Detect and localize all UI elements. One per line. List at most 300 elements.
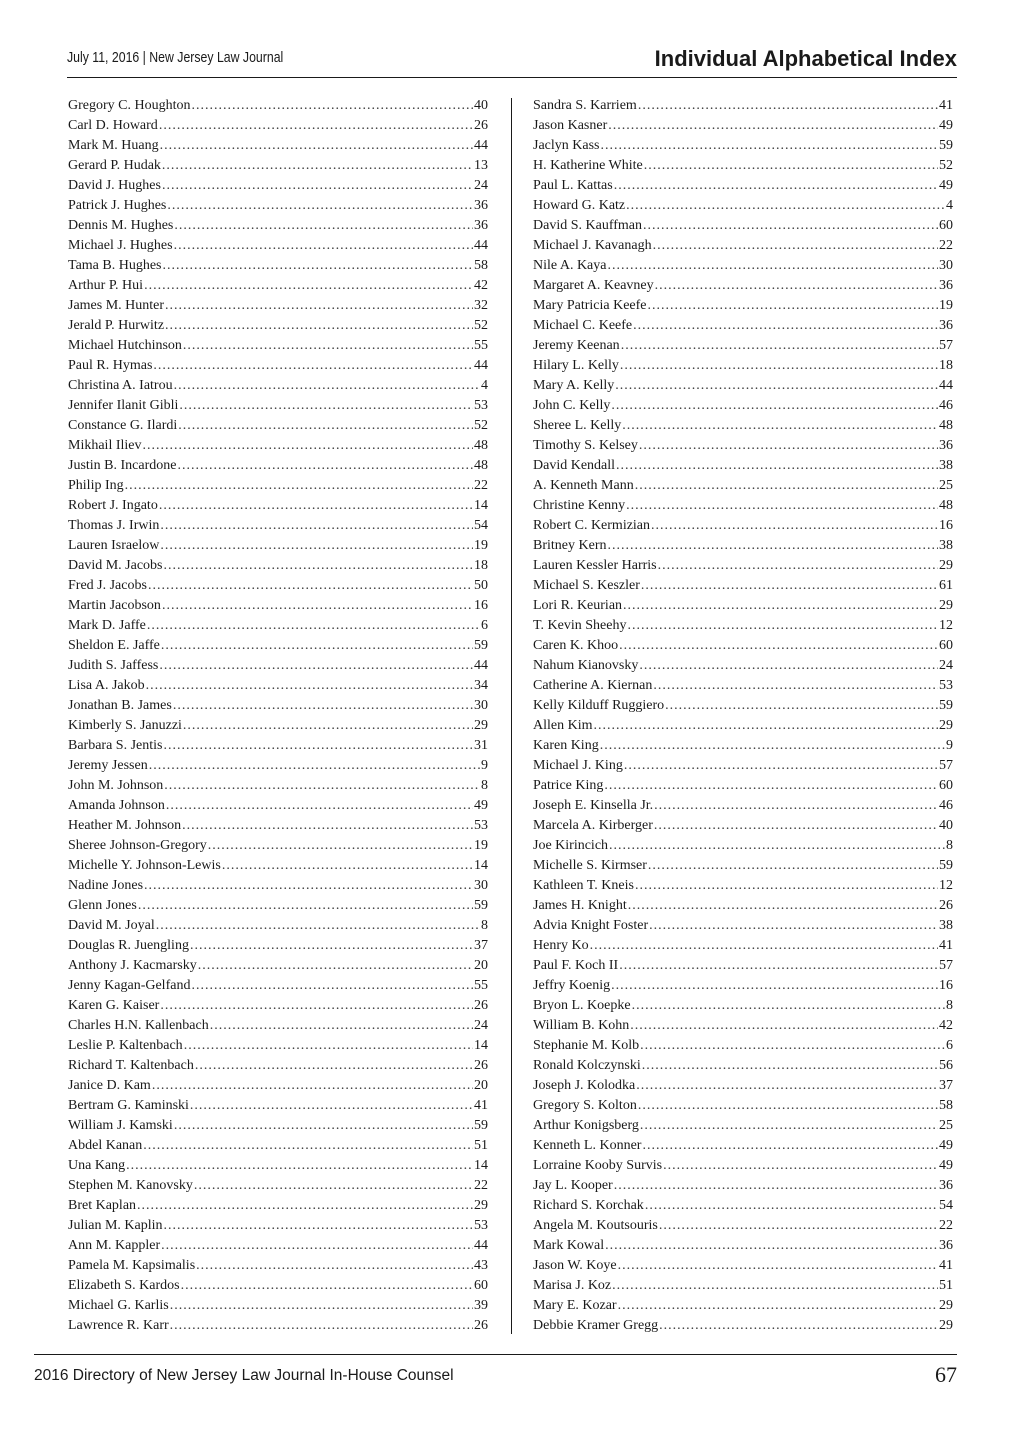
entry-page-number: 38 bbox=[939, 458, 953, 473]
dot-leader bbox=[152, 1076, 473, 1096]
entry-name: Bret Kaplan bbox=[68, 1198, 137, 1213]
index-entry bbox=[533, 996, 953, 1016]
dot-leader bbox=[162, 596, 473, 616]
entry-name: Michael G. Karlis bbox=[68, 1298, 169, 1313]
dot-leader bbox=[620, 356, 938, 376]
entry-page-number: 16 bbox=[939, 518, 953, 533]
dot-leader bbox=[639, 656, 938, 676]
dot-leader bbox=[208, 836, 473, 856]
index-entry bbox=[68, 616, 488, 636]
entry-name: Lawrence R. Karr bbox=[68, 1318, 169, 1333]
entry-page-number: 36 bbox=[939, 1238, 953, 1253]
dot-leader bbox=[638, 96, 938, 116]
entry-page-number: 48 bbox=[474, 458, 488, 473]
index-entry bbox=[533, 576, 953, 596]
entry-page-number: 49 bbox=[939, 1138, 953, 1153]
entry-page-number: 8 bbox=[481, 918, 488, 933]
dot-leader bbox=[164, 776, 480, 796]
entry-name: Jaclyn Kass bbox=[533, 138, 600, 153]
entry-page-number: 22 bbox=[474, 478, 488, 493]
index-entry bbox=[533, 976, 953, 996]
dot-leader bbox=[160, 136, 473, 156]
index-entry bbox=[68, 116, 488, 136]
index-entry bbox=[68, 156, 488, 176]
entry-name: Paul F. Koch II bbox=[533, 958, 619, 973]
entry-page-number: 26 bbox=[474, 118, 488, 133]
column-divider bbox=[511, 98, 512, 1334]
entry-page-number: 43 bbox=[474, 1258, 488, 1273]
index-entry bbox=[68, 236, 488, 256]
entry-name: Sheldon E. Jaffe bbox=[68, 638, 160, 653]
entry-page-number: 31 bbox=[474, 738, 488, 753]
entry-name: Sheree L. Kelly bbox=[533, 418, 622, 433]
index-entry bbox=[68, 1236, 488, 1256]
entry-page-number: 36 bbox=[474, 198, 488, 213]
entry-name: Gregory C. Houghton bbox=[68, 98, 191, 113]
entry-name: Amanda Johnson bbox=[68, 798, 165, 813]
dot-leader bbox=[165, 296, 473, 316]
entry-name: Thomas J. Irwin bbox=[68, 518, 160, 533]
dot-leader bbox=[658, 556, 938, 576]
entry-name: Gregory S. Kolton bbox=[533, 1098, 637, 1113]
entry-page-number: 36 bbox=[939, 278, 953, 293]
entry-page-number: 52 bbox=[474, 418, 488, 433]
entry-page-number: 8 bbox=[946, 838, 953, 853]
entry-name: Christine Kenny bbox=[533, 498, 626, 513]
dot-leader bbox=[642, 1136, 938, 1156]
entry-page-number: 36 bbox=[474, 218, 488, 233]
index-entry bbox=[68, 816, 488, 836]
entry-page-number: 36 bbox=[939, 1178, 953, 1193]
entry-name: Stephen M. Kanovsky bbox=[68, 1178, 193, 1193]
dot-leader bbox=[590, 936, 938, 956]
entry-page-number: 60 bbox=[474, 1278, 488, 1293]
index-entry bbox=[68, 636, 488, 656]
index-entry bbox=[533, 436, 953, 456]
entry-name: Mark M. Huang bbox=[68, 138, 159, 153]
index-entry bbox=[68, 1176, 488, 1196]
index-entry bbox=[533, 476, 953, 496]
index-entry bbox=[533, 936, 953, 956]
dot-leader bbox=[192, 96, 474, 116]
page-number: 67 bbox=[935, 1362, 957, 1387]
entry-name: John M. Johnson bbox=[68, 778, 164, 793]
entry-name: Lisa A. Jakob bbox=[68, 678, 145, 693]
entry-page-number: 4 bbox=[481, 378, 488, 393]
index-entry bbox=[68, 896, 488, 916]
dot-leader bbox=[665, 696, 938, 716]
index-entry bbox=[533, 1196, 953, 1216]
entry-page-number: 59 bbox=[474, 638, 488, 653]
entry-name: David J. Hughes bbox=[68, 178, 161, 193]
entry-name: Joe Kirincich bbox=[533, 838, 609, 853]
entry-name: James M. Hunter bbox=[68, 298, 165, 313]
index-column-left bbox=[68, 96, 488, 1336]
entry-page-number: 40 bbox=[474, 98, 488, 113]
index-entry bbox=[68, 416, 488, 436]
index-entry bbox=[533, 1036, 953, 1056]
entry-page-number: 25 bbox=[939, 478, 953, 493]
entry-name: Arthur P. Hui bbox=[68, 278, 144, 293]
entry-name: Lauren Kessler Harris bbox=[533, 558, 657, 573]
dot-leader bbox=[174, 236, 473, 256]
index-entry bbox=[68, 736, 488, 756]
entry-page-number: 46 bbox=[939, 398, 953, 413]
dot-leader bbox=[659, 1216, 938, 1236]
index-entry bbox=[68, 1256, 488, 1276]
entry-name: Joseph J. Kolodka bbox=[533, 1078, 636, 1093]
entry-page-number: 52 bbox=[474, 318, 488, 333]
entry-page-number: 20 bbox=[474, 958, 488, 973]
index-entry bbox=[68, 1196, 488, 1216]
entry-page-number: 9 bbox=[481, 758, 488, 773]
index-entry bbox=[533, 516, 953, 536]
index-entry bbox=[68, 516, 488, 536]
entry-page-number: 12 bbox=[939, 878, 953, 893]
entry-name: Heather M. Johnson bbox=[68, 818, 182, 833]
entry-page-number: 59 bbox=[939, 698, 953, 713]
index-entry bbox=[533, 416, 953, 436]
entry-page-number: 36 bbox=[939, 438, 953, 453]
index-entry bbox=[68, 556, 488, 576]
entry-page-number: 29 bbox=[939, 1298, 953, 1313]
index-entry bbox=[533, 496, 953, 516]
index-entry bbox=[68, 1156, 488, 1176]
dot-leader bbox=[642, 1056, 938, 1076]
entry-page-number: 51 bbox=[939, 1278, 953, 1293]
entry-name: Tama B. Hughes bbox=[68, 258, 162, 273]
index-entry bbox=[533, 396, 953, 416]
dot-leader bbox=[594, 716, 939, 736]
entry-name: Henry Ko bbox=[533, 938, 589, 953]
dot-leader bbox=[659, 1316, 938, 1336]
dot-leader bbox=[654, 796, 938, 816]
entry-page-number: 53 bbox=[474, 818, 488, 833]
entry-page-number: 14 bbox=[474, 498, 488, 513]
dot-leader bbox=[612, 1276, 938, 1296]
entry-name: Margaret A. Keavney bbox=[533, 278, 654, 293]
entry-name: Michael J. Hughes bbox=[68, 238, 173, 253]
entry-page-number: 20 bbox=[474, 1078, 488, 1093]
index-entry bbox=[533, 756, 953, 776]
entry-page-number: 12 bbox=[939, 618, 953, 633]
index-entry bbox=[68, 456, 488, 476]
index-entry bbox=[68, 856, 488, 876]
entry-page-number: 49 bbox=[939, 1158, 953, 1173]
entry-page-number: 39 bbox=[474, 1298, 488, 1313]
dot-leader bbox=[654, 816, 938, 836]
entry-page-number: 37 bbox=[939, 1078, 953, 1093]
entry-name: Patrick J. Hughes bbox=[68, 198, 167, 213]
dot-leader bbox=[653, 236, 938, 256]
index-entry bbox=[533, 1276, 953, 1296]
index-entry bbox=[533, 1236, 953, 1256]
entry-name: Christina A. Iatrou bbox=[68, 378, 173, 393]
index-entry bbox=[68, 956, 488, 976]
index-entry bbox=[533, 1256, 953, 1276]
dot-leader bbox=[600, 736, 945, 756]
dot-leader bbox=[196, 1256, 473, 1276]
dot-leader bbox=[635, 876, 938, 896]
index-entry bbox=[533, 96, 953, 116]
index-entry bbox=[533, 1016, 953, 1036]
index-entry bbox=[533, 276, 953, 296]
dot-leader bbox=[166, 796, 473, 816]
entry-name: Mark Kowal bbox=[533, 1238, 605, 1253]
index-entry bbox=[68, 1096, 488, 1116]
entry-page-number: 59 bbox=[474, 1118, 488, 1133]
index-entry bbox=[68, 1016, 488, 1036]
index-entry bbox=[533, 116, 953, 136]
index-entry bbox=[533, 1056, 953, 1076]
entry-name: Barbara S. Jentis bbox=[68, 738, 163, 753]
entry-name: Ronald Kolczynski bbox=[533, 1058, 641, 1073]
index-entry bbox=[533, 716, 953, 736]
entry-page-number: 18 bbox=[474, 558, 488, 573]
entry-name: Jason W. Koye bbox=[533, 1258, 617, 1273]
entry-name: William J. Kamski bbox=[68, 1118, 173, 1133]
footer-divider bbox=[34, 1354, 957, 1355]
dot-leader bbox=[164, 556, 474, 576]
entry-page-number: 29 bbox=[474, 1198, 488, 1213]
dot-leader bbox=[177, 456, 473, 476]
entry-name: Janice D. Kam bbox=[68, 1078, 151, 1093]
entry-page-number: 4 bbox=[946, 198, 953, 213]
entry-page-number: 61 bbox=[939, 578, 953, 593]
entry-page-number: 44 bbox=[939, 378, 953, 393]
dot-leader bbox=[630, 1016, 938, 1036]
entry-name: Debbie Kramer Gregg bbox=[533, 1318, 659, 1333]
entry-name: Paul L. Kattas bbox=[533, 178, 613, 193]
dot-leader bbox=[633, 316, 938, 336]
dot-leader bbox=[156, 916, 480, 936]
index-entry bbox=[68, 696, 488, 716]
dot-leader bbox=[179, 396, 473, 416]
entry-page-number: 49 bbox=[939, 118, 953, 133]
index-entry bbox=[68, 1036, 488, 1056]
entry-name: Robert C. Kermizian bbox=[533, 518, 651, 533]
entry-name: Nahum Kianovsky bbox=[533, 658, 639, 673]
dot-leader bbox=[125, 476, 473, 496]
entry-name: Mikhail Iliev bbox=[68, 438, 142, 453]
dot-leader bbox=[622, 416, 938, 436]
dot-leader bbox=[144, 876, 473, 896]
dot-leader bbox=[159, 116, 473, 136]
entry-name: Kenneth L. Konner bbox=[533, 1138, 642, 1153]
entry-name: Paul R. Hymas bbox=[68, 358, 153, 373]
index-entry bbox=[533, 1176, 953, 1196]
entry-page-number: 22 bbox=[474, 1178, 488, 1193]
entry-name: Marcela A. Kirberger bbox=[533, 818, 653, 833]
index-entry bbox=[533, 776, 953, 796]
entry-page-number: 60 bbox=[939, 778, 953, 793]
entry-page-number: 58 bbox=[939, 1098, 953, 1113]
index-entry bbox=[68, 1316, 488, 1336]
entry-name: Caren K. Khoo bbox=[533, 638, 619, 653]
index-entry bbox=[68, 1076, 488, 1096]
entry-name: Sheree Johnson-Gregory bbox=[68, 838, 207, 853]
entry-name: Elizabeth S. Kardos bbox=[68, 1278, 180, 1293]
dot-leader bbox=[194, 1176, 473, 1196]
index-entry bbox=[533, 836, 953, 856]
entry-name: Arthur Konigsberg bbox=[533, 1118, 639, 1133]
dot-leader bbox=[636, 1076, 938, 1096]
dot-leader bbox=[653, 676, 938, 696]
dot-leader bbox=[160, 996, 473, 1016]
entry-page-number: 44 bbox=[474, 238, 488, 253]
entry-page-number: 60 bbox=[939, 638, 953, 653]
entry-name: James H. Knight bbox=[533, 898, 627, 913]
footer-title: 2016 Directory of New Jersey Law Journal In-House Counsel bbox=[34, 1367, 454, 1384]
entry-name: Pamela M. Kapsimalis bbox=[68, 1258, 196, 1273]
index-entry bbox=[533, 256, 953, 276]
index-entry bbox=[68, 1276, 488, 1296]
index-entry bbox=[533, 536, 953, 556]
entry-page-number: 26 bbox=[474, 1058, 488, 1073]
dot-leader bbox=[619, 636, 938, 656]
entry-name: A. Kenneth Mann bbox=[533, 478, 634, 493]
index-entry bbox=[533, 656, 953, 676]
entry-name: Kimberly S. Januzzi bbox=[68, 718, 182, 733]
index-entry bbox=[68, 536, 488, 556]
entry-name: Anthony J. Kacmarsky bbox=[68, 958, 197, 973]
entry-page-number: 26 bbox=[474, 998, 488, 1013]
index-entry bbox=[533, 876, 953, 896]
entry-page-number: 59 bbox=[939, 858, 953, 873]
entry-name: David S. Kauffman bbox=[533, 218, 642, 233]
dot-leader bbox=[174, 376, 480, 396]
entry-page-number: 59 bbox=[939, 138, 953, 153]
entry-name: Julian M. Kaplin bbox=[68, 1218, 163, 1233]
entry-name: Richard S. Korchak bbox=[533, 1198, 644, 1213]
entry-name: Angela M. Koutsouris bbox=[533, 1218, 658, 1233]
dot-leader bbox=[623, 596, 938, 616]
dot-leader bbox=[641, 576, 938, 596]
index-entry bbox=[533, 1156, 953, 1176]
index-entry bbox=[68, 936, 488, 956]
dot-leader bbox=[608, 116, 938, 136]
dot-leader bbox=[624, 756, 938, 776]
dot-leader bbox=[161, 1236, 473, 1256]
dot-leader bbox=[160, 536, 473, 556]
entry-name: Robert J. Ingato bbox=[68, 498, 158, 513]
entry-page-number: 53 bbox=[474, 398, 488, 413]
dot-leader bbox=[628, 896, 938, 916]
index-entry bbox=[68, 916, 488, 936]
index-entry bbox=[68, 1056, 488, 1076]
index-entry bbox=[68, 196, 488, 216]
dot-leader bbox=[165, 316, 473, 336]
index-entry bbox=[533, 316, 953, 336]
index-entry bbox=[68, 596, 488, 616]
dot-leader bbox=[143, 1136, 473, 1156]
index-entry bbox=[68, 396, 488, 416]
entry-page-number: 38 bbox=[939, 918, 953, 933]
entry-name: Catherine A. Kiernan bbox=[533, 678, 653, 693]
entry-name: Mark D. Jaffe bbox=[68, 618, 146, 633]
index-entry bbox=[68, 136, 488, 156]
dot-leader bbox=[160, 516, 473, 536]
entry-page-number: 57 bbox=[939, 758, 953, 773]
index-entry bbox=[533, 736, 953, 756]
dot-leader bbox=[170, 1316, 473, 1336]
dot-leader bbox=[147, 616, 480, 636]
index-entry bbox=[533, 1076, 953, 1096]
entry-name: Jenny Kagan-Gelfand bbox=[68, 978, 191, 993]
entry-page-number: 29 bbox=[474, 718, 488, 733]
index-entry bbox=[533, 1096, 953, 1116]
entry-name: Howard G. Katz bbox=[533, 198, 626, 213]
index-entry bbox=[68, 176, 488, 196]
dot-leader bbox=[618, 1296, 938, 1316]
entry-page-number: 41 bbox=[939, 938, 953, 953]
dot-leader bbox=[651, 516, 938, 536]
index-entry bbox=[533, 1136, 953, 1156]
entry-name: Mary A. Kelly bbox=[533, 378, 615, 393]
dot-leader bbox=[605, 1236, 938, 1256]
entry-page-number: 44 bbox=[474, 138, 488, 153]
index-entry bbox=[533, 296, 953, 316]
entry-page-number: 14 bbox=[474, 858, 488, 873]
entry-name: Jennifer Ilanit Gibli bbox=[68, 398, 179, 413]
dot-leader bbox=[611, 396, 938, 416]
index-entry bbox=[533, 216, 953, 236]
entry-page-number: 42 bbox=[474, 278, 488, 293]
dot-leader bbox=[648, 856, 938, 876]
dot-leader bbox=[607, 256, 938, 276]
entry-page-number: 48 bbox=[939, 418, 953, 433]
dot-leader bbox=[663, 1156, 938, 1176]
entry-page-number: 22 bbox=[939, 1218, 953, 1233]
entry-page-number: 8 bbox=[481, 778, 488, 793]
entry-page-number: 6 bbox=[946, 1038, 953, 1053]
entry-page-number: 24 bbox=[474, 178, 488, 193]
entry-page-number: 30 bbox=[939, 258, 953, 273]
entry-name: Bertram G. Kaminski bbox=[68, 1098, 189, 1113]
dot-leader bbox=[146, 676, 473, 696]
index-entry bbox=[68, 476, 488, 496]
dot-leader bbox=[616, 456, 938, 476]
entry-name: Bryon L. Koepke bbox=[533, 998, 631, 1013]
entry-page-number: 36 bbox=[939, 318, 953, 333]
index-entry bbox=[68, 656, 488, 676]
entry-page-number: 50 bbox=[474, 578, 488, 593]
dot-leader bbox=[183, 336, 473, 356]
index-entry bbox=[533, 236, 953, 256]
entry-name: Kathleen T. Kneis bbox=[533, 878, 634, 893]
entry-name: Philip Ing bbox=[68, 478, 124, 493]
dot-leader bbox=[126, 1156, 473, 1176]
dot-leader bbox=[198, 956, 473, 976]
entry-name: Jay L. Kooper bbox=[533, 1178, 613, 1193]
index-entry bbox=[533, 636, 953, 656]
entry-name: William B. Kohn bbox=[533, 1018, 630, 1033]
dot-leader bbox=[615, 376, 938, 396]
dot-leader bbox=[161, 636, 473, 656]
index-entry bbox=[533, 796, 953, 816]
entry-name: Jeremy Jessen bbox=[68, 758, 148, 773]
dot-leader bbox=[648, 296, 939, 316]
dot-leader bbox=[210, 1016, 473, 1036]
index-entry bbox=[68, 296, 488, 316]
index-entry bbox=[68, 316, 488, 336]
index-entry bbox=[68, 996, 488, 1016]
dot-leader bbox=[640, 1036, 945, 1056]
entry-name: Joseph E. Kinsella Jr. bbox=[533, 798, 654, 813]
entry-page-number: 41 bbox=[939, 98, 953, 113]
index-entry bbox=[533, 176, 953, 196]
index-entry bbox=[533, 916, 953, 936]
